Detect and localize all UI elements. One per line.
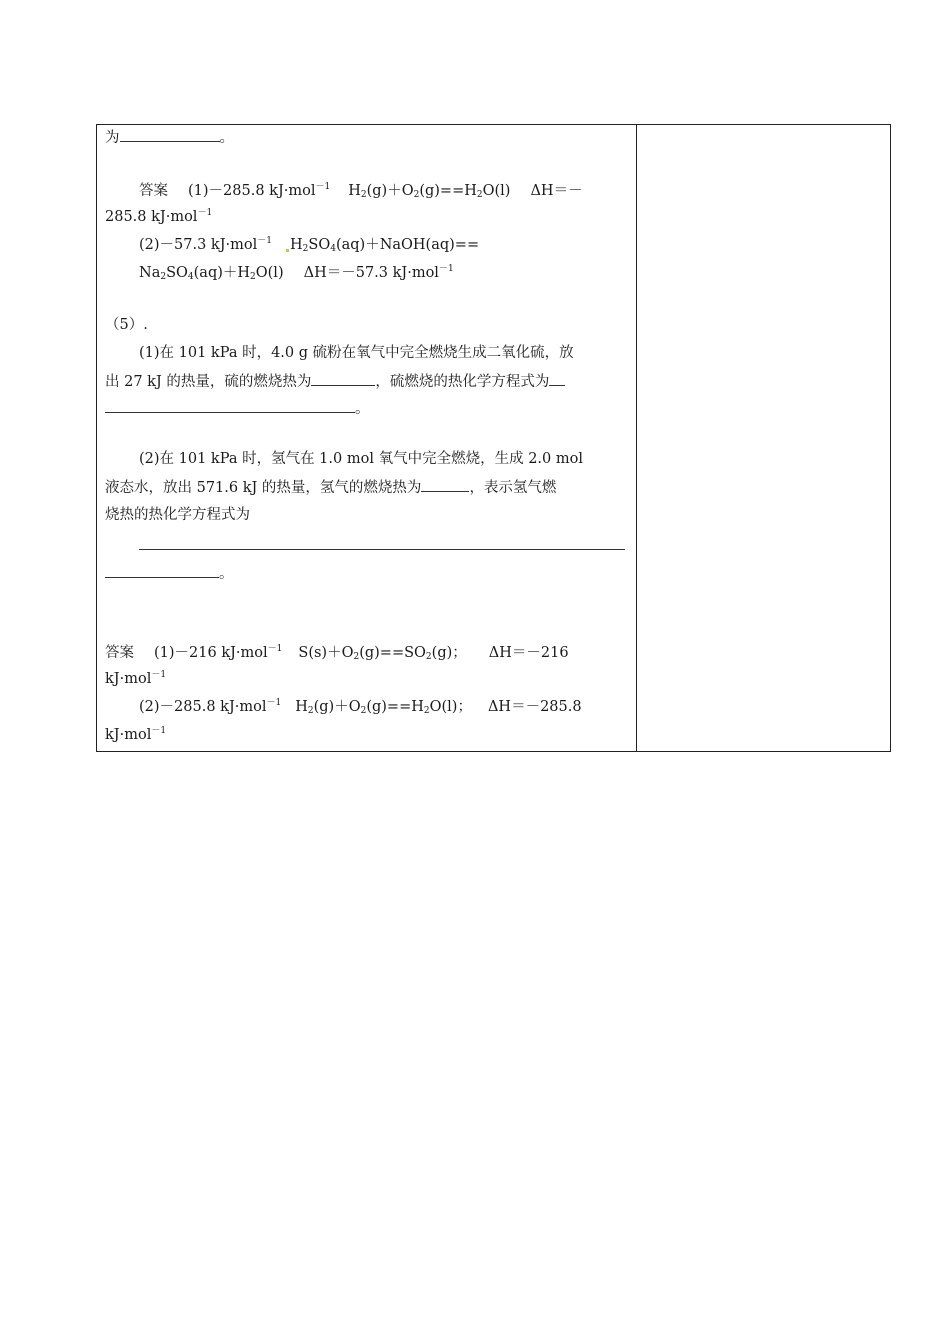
q5-sub2-line3: 烧热的热化学方程式为 xyxy=(105,507,250,523)
q5-sub1-line3: 。 xyxy=(105,398,629,419)
answer1-line3: (2)－57.3 kJ·mol$^{-1}$ $H_2SO_4(aq)+NaOH(aq)==$ xyxy=(139,236,480,254)
ink-dot-mark xyxy=(286,249,289,252)
answer2-line2: kJ·mol$^{-1}$ xyxy=(105,670,167,687)
fill-blank xyxy=(311,371,375,386)
question-table xyxy=(96,124,891,752)
fill-blank xyxy=(105,563,219,578)
answer2-line1: 答案 (1)－216 kJ·mol$^{-1}$ $S(s)+O_2(g)==SO_2(g)$； ΔH＝－216 xyxy=(105,644,569,662)
content-column xyxy=(97,125,637,751)
fill-blank xyxy=(421,477,469,492)
q5-sub2-line2: 液态水，放出 571.6 kJ 的热量，氢气的燃烧热为 ，表示氢气燃 xyxy=(105,477,629,498)
q5-sub2-line1: (2)在 101 kPa 时，氢气在 1.0 mol 氧气中完全燃烧，生成 2.0 mol xyxy=(139,451,583,467)
q5-sub2-line5: 。 xyxy=(105,563,629,584)
fill-blank xyxy=(105,398,355,413)
answer1-line1: 答案 (1)－285.8 kJ·mol$^{-1}$ $H_2(g)+O_2(g)==H_2O(l)$ ΔH＝－ xyxy=(139,182,583,200)
q5-sub1-line1: (1)在 101 kPa 时，4.0 g 硫粉在氧气中完全燃烧生成二氧化硫，放 xyxy=(139,345,574,361)
notes-column xyxy=(637,125,890,751)
q5-sub2-line4 xyxy=(139,535,663,556)
q4-answer-tail: 为 。 xyxy=(105,127,629,148)
q5-sub1-line2: 出 27 kJ 的热量，硫的燃烧热为 ，硫燃烧的热化学方程式为 xyxy=(105,371,629,392)
answer1-line4: $Na_2SO_4(aq)+H_2O(l)$ ΔH＝－57.3 kJ·mol$^{-1}$ xyxy=(139,264,454,282)
answer2-line3: (2)－285.8 kJ·mol$^{-1}$ $H_2(g)+O_2(g)==H_2O(l)$； ΔH＝－285.8 xyxy=(139,698,582,716)
answer1-line2: 285.8 kJ·mol$^{-1}$ xyxy=(105,208,213,225)
answer2-line4: kJ·mol$^{-1}$ xyxy=(105,726,167,743)
q5-number: （5）. xyxy=(105,317,148,333)
fill-blank xyxy=(549,371,565,386)
fill-blank xyxy=(120,127,220,142)
fill-blank xyxy=(139,535,625,550)
